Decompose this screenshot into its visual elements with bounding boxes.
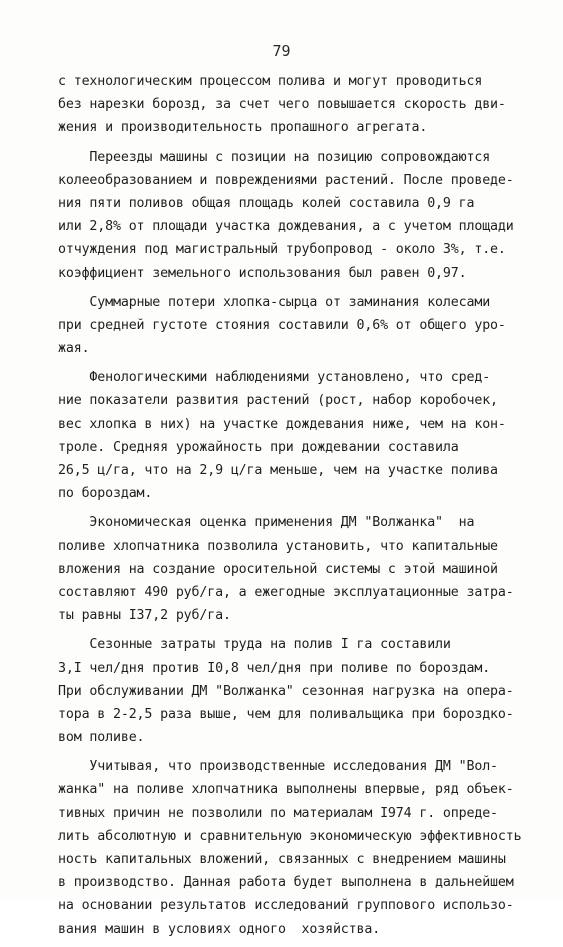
text-line: Сезонные затраты труда на полив I га составили	[58, 637, 451, 653]
text-line: вес хлопка в них) на участке дождевания ниже, чем на кон-	[58, 416, 506, 432]
text-line: на основании результатов исследований группового использо-	[58, 898, 514, 914]
paragraph	[58, 291, 521, 361]
text-line: жанка" на поливе хлопчатника выполнены впервые, ряд объек-	[58, 782, 514, 798]
text-line: вания машин в условиях одного хозяйства.	[58, 921, 381, 937]
text-line: вом поливе.	[58, 730, 145, 746]
text-line: троле. Средняя урожайность при дождевании составила	[58, 439, 459, 455]
text-line: с технологическим процессом полива и могут проводиться	[58, 74, 483, 89]
paragraph	[58, 633, 521, 749]
text-line: жения и производительность пропашного агрегата.	[58, 120, 428, 136]
text-line: без нарезки борозд, за счет чего повышается скорость дви-	[58, 97, 506, 113]
text-line: в производство. Данная работа будет выполнена в дальнейшем	[58, 875, 514, 891]
text-line: Экономическая оценка применения ДМ "Волжанка" на	[58, 515, 475, 531]
text-line: ты равны I37,2 руб/га.	[58, 608, 231, 624]
text-line: При обслуживании ДМ "Волжанка" сезонная нагрузка на опера-	[58, 683, 514, 699]
text-line: при средней густоте стояния составили 0,6% от общего уро-	[58, 317, 506, 333]
text-line: тора в 2-2,5 раза выше, чем для поливальщика при бороздко-	[58, 706, 514, 722]
text-line: тивных причин не позволили по материалам I974 г. опреде-	[58, 805, 498, 821]
text-line: составляют 490 руб/га, а ежегодные эксплуатационные затра-	[58, 584, 514, 600]
text-line: или 2,8% от площади участка дождевания, а с учетом площади	[58, 219, 514, 235]
paragraph	[58, 366, 521, 505]
text-line: колееобразованием и повреждениями растений. После проведе-	[58, 172, 514, 188]
text-line: вложения на создание оросительной системы с этой машиной	[58, 561, 498, 577]
text-line: Суммарные потери хлопка-сырца от заминания колесами	[58, 294, 491, 310]
text-line: жая.	[58, 341, 90, 357]
text-line: Учитывая, что производственные исследования ДМ "Вол-	[58, 759, 498, 775]
paragraph	[58, 146, 521, 285]
text-line: ния пяти поливов общая площадь колей составила 0,9 га	[58, 195, 475, 211]
body-text	[58, 70, 521, 947]
page-number: 79	[272, 42, 291, 60]
text-line: 3,I чел/дня против I0,8 чел/дня при поливе по бороздам.	[58, 660, 491, 676]
text-line: поливе хлопчатника позволила установить, что капитальные	[58, 538, 498, 554]
text-line: коэффициент земельного использования был равен 0,97.	[58, 265, 467, 281]
text-line: по бороздам.	[58, 486, 153, 502]
text-line: лить абсолютную и сравнительную экономическую эффективность	[58, 828, 522, 844]
paragraph	[58, 511, 521, 627]
text-line: Фенологическими наблюдениями установлено, что сред-	[58, 370, 491, 386]
text-line: Переезды машины с позиции на позицию сопровождаются	[58, 149, 491, 165]
paragraph	[58, 70, 521, 140]
paragraph	[58, 755, 521, 941]
text-line: ние показатели развития растений (рост, набор коробочек,	[58, 393, 498, 409]
text-line: отчуждения под магистральный трубопровод - около 3%, т.е.	[58, 242, 506, 258]
text-line: 26,5 ц/га, что на 2,9 ц/га меньше, чем на участке полива	[58, 463, 498, 478]
text-line: ность капитальных вложений, связанных с внедрением машины	[58, 852, 506, 867]
